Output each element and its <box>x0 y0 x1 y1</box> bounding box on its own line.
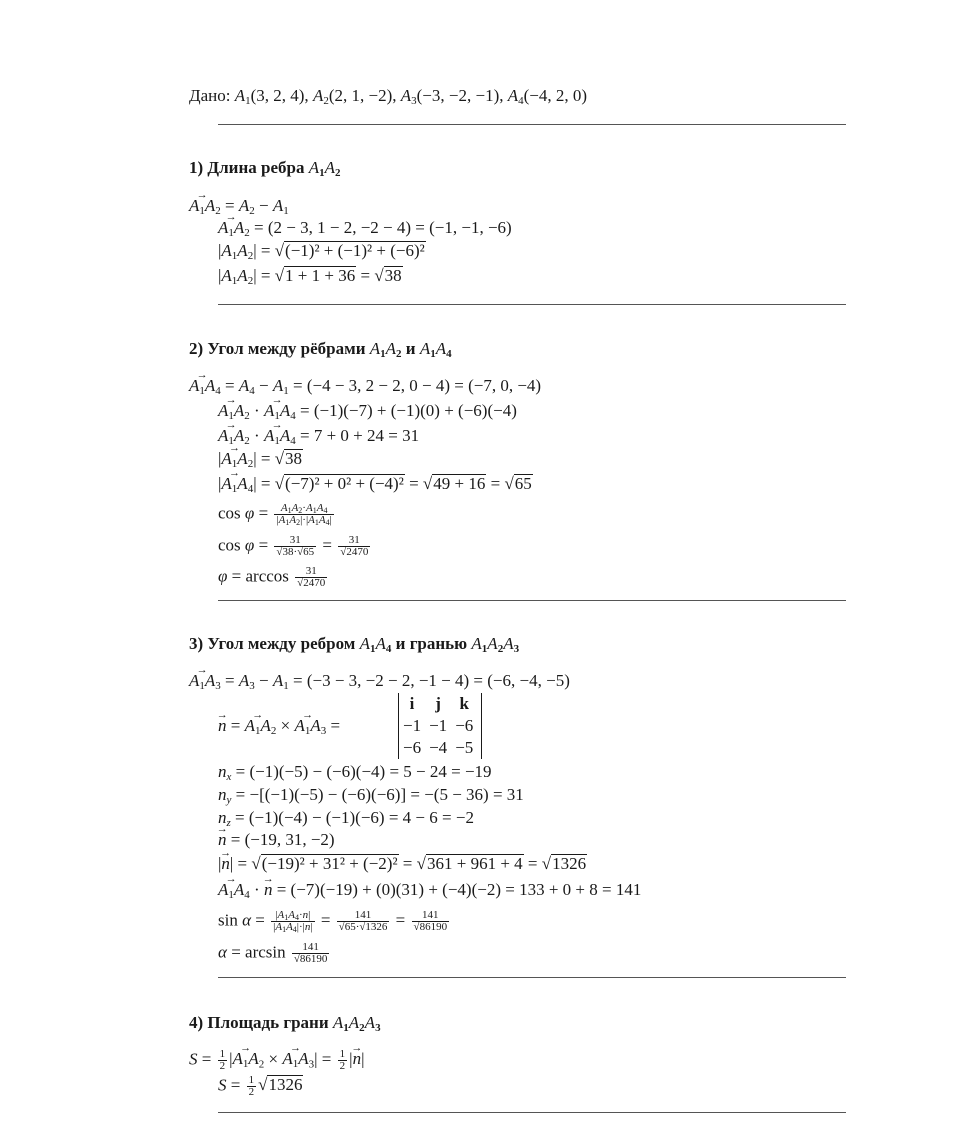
section-4-title: 4) Площадь грани $A_1A_2A_3$ <box>189 1013 381 1034</box>
matrix-cell: −1 <box>429 716 448 735</box>
s3-line-nabs: |→ n| = √(−19)² + 31² + (−2)² = √361 + 961 + 4 = √1326 <box>218 854 587 874</box>
point-a2: (2, 1, −2), <box>328 86 397 105</box>
nabs-rad3: 1326 <box>552 854 587 873</box>
matrix-cell: −4 <box>429 738 448 757</box>
section-2-title: 2) Угол между рёбрами $A_1A_2$ и $A_1A_4$ <box>189 339 452 360</box>
section-3-and: и гранью <box>395 634 468 653</box>
frac-num: 31 <box>295 566 327 578</box>
frac-num: 31 <box>274 535 316 547</box>
frac-den: 2 <box>219 1060 226 1072</box>
sin-label: sin <box>218 910 238 930</box>
section-1-title-text: 1) Длина ребра <box>189 158 305 177</box>
s1-l2-rhs: = (2 − 3, 1 − 2, −2 − 4) = (−1, −1, −6) <box>254 218 512 237</box>
s2-line-6: cos φ = $\frac{A_1A_2\cdot A_1A_4}{|A_1A_2|\cdot|A_1A_4|}$ <box>218 502 332 527</box>
s2-l2-rhs: = (−1)(−7) + (−1)(0) + (−6)(−4) <box>299 401 517 420</box>
area-symbol: S <box>218 1075 227 1095</box>
frac-rad: 2470 <box>303 577 326 589</box>
matrix-cell: −6 <box>455 716 474 735</box>
s2-line-4: |→ $A_1A_2| = √38$ <box>218 449 303 469</box>
cos-fraction-1: $\frac{31}{√38\cdot√65}$ <box>276 534 315 558</box>
s4-line-2: S = $\frac{1}{2}$ √1326 <box>218 1074 303 1098</box>
area-rad: 1326 <box>268 1075 303 1095</box>
section-2-title-text: 2) Угол между рёбрами <box>189 339 366 358</box>
nx-value: = (−1)(−5) − (−6)(−4) = 5 − 24 = −19 <box>235 762 492 781</box>
frac-num: 141 <box>412 910 450 922</box>
s3-line-nx: $n_x = (-1)(-5) - (-6)(-4) = 5 - 24 = -19$ <box>218 762 492 783</box>
nabs-rad2: 361 + 961 + 4 <box>426 854 523 873</box>
frac-den: 2 <box>339 1060 346 1072</box>
s3-line-dot: → $A_1A_4$ · → n = (−7)(−19) + (0)(31) + (−4)(−2) = 133 + 0 + 8 = 141 <box>218 880 641 900</box>
s4-line-1: S = $\frac{1}{2}$ |→ $A_1A_2$ × → $A_1A_3|$ = $\frac{1}{2}$ |→ n| <box>189 1049 364 1072</box>
ny-value: = −[(−1)(−5) − (−6)(−6)] = −(5 − 36) = 31 <box>235 785 524 804</box>
s1-l3-rad: (−1)² + (−1)² + (−6)² <box>285 241 425 260</box>
frac-num: 141 <box>337 910 390 922</box>
phi-symbol: φ <box>244 535 255 555</box>
s3-line-alpha: α = arcsin $\frac{141}{√86190}$ <box>218 941 328 965</box>
cos-label: cos <box>218 535 241 555</box>
s1-line-2: → $A_1A_2 = (2 - 3$, 1 − 2, −2 − 4) = (−1, −1, −6) <box>218 218 512 238</box>
s2-l5-rad2: 49 + 16 <box>433 474 486 493</box>
section-2-and: и <box>405 339 416 358</box>
half-fraction <box>247 1075 257 1098</box>
s1-l4-rad2: 38 <box>384 266 402 285</box>
sin-fraction-2: $\frac{141}{√86190}$ <box>413 909 448 933</box>
section-4-title-text: 4) Площадь грани <box>189 1013 329 1032</box>
area-symbol: S <box>189 1049 198 1069</box>
frac-num: 1 <box>219 1048 226 1060</box>
arcsin-fraction: $\frac{141}{√86190}$ <box>293 941 328 965</box>
cos-fraction-2: $\frac{31}{√2470}$ <box>340 534 369 558</box>
s1-line-3: $|A_1A_2| = √(-1)^2 + (-1)^2 + (-6)^2$ <box>218 241 425 262</box>
s3-line-1: → $A_1A_3 = A_3 - A_1 = (-3 - 3$, −2 − 2, −1 − 4) = (−6, −4, −5) <box>189 671 570 691</box>
s3-line-ny: $n_y = -[(-1)(-5) - (-6)(-6)] = -(5 - 36) = 31$ <box>218 785 524 806</box>
s2-l1-rhs: = (−4 − 3, 2 − 2, 0 − 4) = (−7, 0, −4) <box>293 376 542 395</box>
s1-l4-rad1: 1 + 1 + 36 <box>285 266 356 285</box>
s2-line-5: |→ $A_1A_4| = √(-7)^2 + 0^2 + (-4)^2 = √49 + 16 = √65$ <box>218 474 533 494</box>
frac-rad: 86190 <box>419 921 448 933</box>
divider <box>218 977 846 978</box>
s1-line-1: → $A_1A_2 = A_2 - A_1$ <box>189 196 289 216</box>
given-label: Дано: <box>189 86 231 105</box>
nz-value: = (−1)(−4) − (−1)(−6) = 4 − 6 = −2 <box>235 808 474 827</box>
s2-line-3: → $A_1A_2$ · → $A_1A_4 = 7 + 0 + 24 = 31$ <box>218 426 419 446</box>
s2-l5-rad1: (−7)² + 0² + (−4)² <box>285 474 404 493</box>
matrix-cell: j <box>435 694 441 713</box>
alpha-symbol: α <box>242 910 252 930</box>
frac-rad: 2470 <box>346 546 369 558</box>
section-1-title: 1) Длина ребра $A_1A_2$ <box>189 158 341 179</box>
s3-line-sin: sin α = $\frac{|A_1A_4\cdot n|}{|A_1A_4|\cdot|n|}$ = $\frac{141}{√65\cdot√1326}$ = $\frac{141}{√86190}$ <box>218 909 448 934</box>
frac-den: 2 <box>248 1086 255 1098</box>
s3-l1-rhs: = (−3 − 3, −2 − 2, −1 − 4) = (−6, −4, −5) <box>293 671 570 690</box>
frac-rad: 1326 <box>365 921 388 933</box>
arccos-label: arccos <box>245 566 289 586</box>
matrix-cell: k <box>459 694 469 713</box>
cross-product-determinant <box>398 693 482 759</box>
phi-symbol: φ <box>244 503 255 523</box>
frac-num: 1 <box>339 1048 346 1060</box>
divider <box>218 304 846 305</box>
s2-l3-rhs: = 7 + 0 + 24 = 31 <box>299 426 420 445</box>
frac-num: 141 <box>292 942 330 954</box>
s2-l5-rad3: 65 <box>514 474 532 493</box>
frac-rad: 65 <box>344 921 356 933</box>
half-fraction <box>338 1049 348 1072</box>
sin-fraction: $\frac{|A_1A_4\cdot n|}{|A_1A_4|\cdot|n|}$ <box>273 909 313 934</box>
divider <box>218 1112 846 1113</box>
s2-line-2: → $A_1A_2$ · → $A_1A_4 = (-1)(-7) + (-1)(0) + (-6)(-4)$ <box>218 401 517 421</box>
divider <box>218 600 846 601</box>
point-a4: (−4, 2, 0) <box>523 86 588 105</box>
matrix-cell: −5 <box>455 738 474 757</box>
matrix-cell: i <box>409 694 415 713</box>
s2-line-1: → $A_1A_4 = A_4 - A_1 = (-4 - 3$, 2 − 2, 0 − 4) = (−7, 0, −4) <box>189 376 541 396</box>
dot-value: = (−7)(−19) + (0)(31) + (−4)(−2) = 133 + 0 + 8 = 141 <box>276 880 642 899</box>
s2-line-8: φ = arccos $\frac{31}{√2470}$ <box>218 565 326 589</box>
cos-fraction: $\frac{A_1A_2\cdot A_1A_4}{|A_1A_2|\cdot|A_1A_4|}$ <box>276 502 332 527</box>
frac-num: 1 <box>248 1074 255 1086</box>
nvec-value: = (−19, 31, −2) <box>230 830 335 849</box>
arcsin-label: arcsin <box>245 942 286 962</box>
matrix-cell: −1 <box>403 716 422 735</box>
half-fraction <box>218 1049 228 1072</box>
frac-num: 31 <box>338 535 370 547</box>
divider <box>218 124 846 125</box>
nabs-rad1: (−19)² + 31² + (−2)² <box>261 854 398 873</box>
frac-rad: 86190 <box>299 953 328 965</box>
s2-l4-rad: 38 <box>285 449 303 468</box>
s1-line-4: $|A_1A_2| = √1 + 1 + 36 = √38$ <box>218 266 402 287</box>
alpha-symbol: α <box>218 942 227 962</box>
point-a3: (−3, −2, −1), <box>416 86 504 105</box>
frac-rad: 38 <box>282 546 294 558</box>
phi-symbol: φ <box>218 566 228 586</box>
s3-line-2: → n = → $A_1A_2$ × → $A_1A_3$ = <box>218 716 340 736</box>
matrix-cell: −6 <box>403 738 422 757</box>
section-3-title: 3) Угол между ребром $A_1A_4$ и гранью $A_1A_2A_3$ <box>189 634 520 655</box>
s3-line-nvec: → n = (−19, 31, −2) <box>218 830 335 850</box>
s2-line-7: cos φ = $\frac{31}{√38\cdot√65}$ = $\frac{31}{√2470}$ <box>218 534 369 558</box>
frac-rad: 65 <box>303 546 315 558</box>
point-a1: (3, 2, 4), <box>250 86 309 105</box>
arccos-fraction: $\frac{31}{√2470}$ <box>297 565 326 589</box>
s3-line-nz: $n_z = (-1)(-4) - (-1)(-6) = 4 - 6 = -2$ <box>218 808 474 829</box>
section-3-title-text: 3) Угол между ребром <box>189 634 356 653</box>
given-line: Дано: $A_1(3$, 2, 4), $A_2(2$, 1, −2), $A_3(-3$, −2, −1), $A_4(-4$, 2, 0) <box>189 86 588 107</box>
cos-label: cos <box>218 503 241 523</box>
sin-fraction-1: $\frac{141}{√65\cdot√1326}$ <box>338 909 388 933</box>
